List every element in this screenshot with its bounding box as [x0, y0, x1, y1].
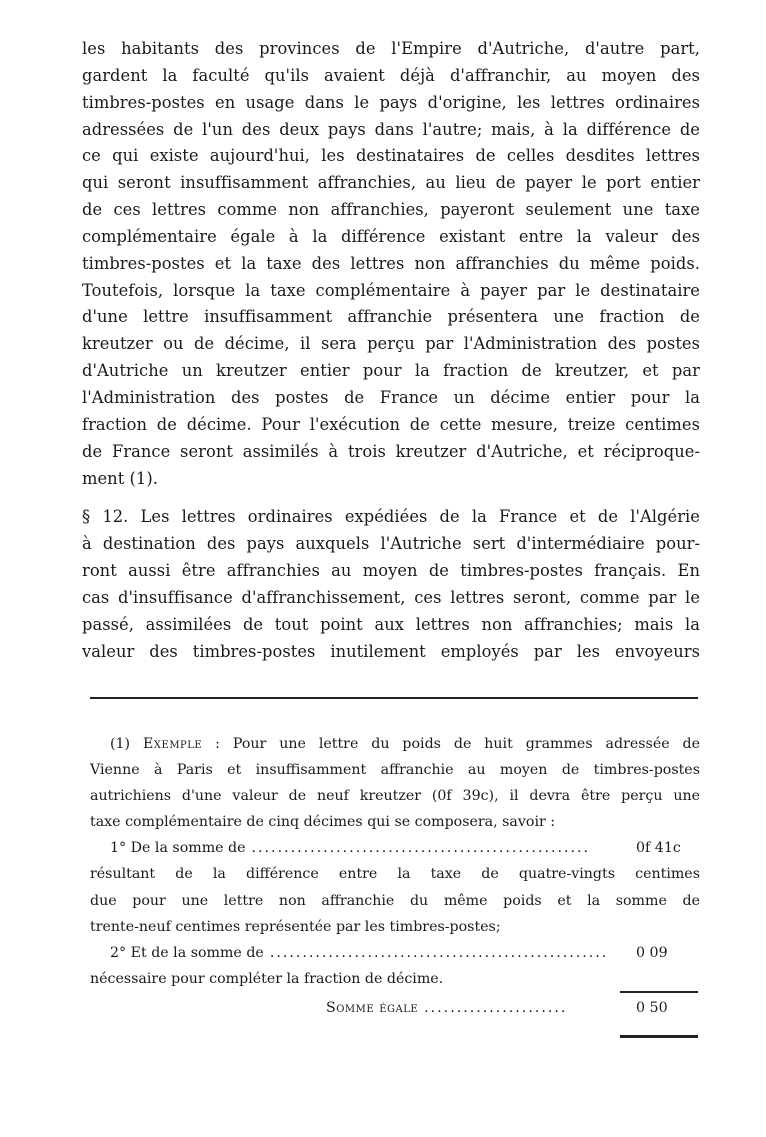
section-12-heading-line: § 12. Les lettres ordinaires expédiées de la France et de l'Algérie [82, 507, 700, 527]
footnote-line: taxe complémentaire de cinq décimes qui se composera, savoir : [90, 814, 556, 831]
text-line: valeur des timbres-postes inutilement employés par les envoyeurs [82, 641, 700, 661]
text-line: ce qui existe aujourd'hui, les destinataires de celles desdites lettres [82, 146, 700, 166]
text-line: timbres-postes en usage dans le pays d'origine, les lettres ordinaires [82, 92, 700, 112]
text-line: à destination des pays auxquels l'Autriche sert d'intermédiaire pour- [82, 534, 700, 554]
footnote [90, 731, 700, 992]
leader-dots: .................................................... [251, 840, 591, 857]
leader-dots: .................................................... [269, 944, 609, 961]
text-line: adressées de l'un des deux pays dans l'autre; mais, à la différence de [82, 119, 700, 139]
item-1-amount: 0f 41c [636, 840, 681, 857]
sum-label: Somme égale [326, 1000, 419, 1016]
text-line: d'Autriche un kreutzer entier pour la fraction de kreutzer, et par [82, 361, 700, 381]
sum-rule-bottom [620, 1035, 698, 1038]
item-1-row [90, 835, 700, 861]
text-line: Toutefois, lorsque la taxe complémentaire à payer par le destinataire [82, 280, 700, 300]
footnote-line: résultant de la différence entre la taxe de quatre-vingts centimes [90, 866, 700, 883]
sum-rule-top [620, 991, 698, 993]
item-1-label: 1° De la somme de [110, 840, 246, 857]
text-line: passé, assimilées de tout point aux lettres non affranchies; mais la [82, 614, 700, 634]
text-line: d'une lettre insuffisamment affranchie présentera une fraction de [82, 307, 700, 327]
text-line: kreutzer ou de décime, il sera perçu par l'Administration des postes [82, 334, 700, 354]
item-2-amount: 0 09 [636, 944, 668, 961]
leader-dots: ...................... [424, 1000, 568, 1016]
text-line: ront aussi être affranchies au moyen de timbres-postes français. En [82, 561, 700, 581]
footnote-line: Vienne à Paris et insuffisamment affranchie au moyen de timbres-postes [90, 762, 700, 779]
footnote-line: trente-neuf centimes représentée par les timbres-postes; [90, 918, 501, 935]
text-line: gardent la faculté qu'ils avaient déjà d'affranchir, au moyen des [82, 65, 700, 85]
footnote-divider [90, 697, 698, 699]
text-line: de France seront assimilés à trois kreutzer d'Autriche, et réciproque- [82, 441, 700, 461]
text-line: qui seront insuffisamment affranchies, au lieu de payer le port entier [82, 173, 700, 193]
text-line: de ces lettres comme non affranchies, payeront seulement une taxe [82, 200, 700, 220]
footnote-first-line [90, 731, 700, 757]
text-line: fraction de décime. Pour l'exécution de cette mesure, treize centimes [82, 414, 700, 434]
sum-row [90, 1000, 700, 1016]
footnote-line: nécessaire pour compléter la fraction de décime. [90, 970, 444, 987]
footnote-line: autrichiens d'une valeur de neuf kreutzer (0f 39c), il devra être perçu une [90, 788, 700, 805]
example-label: Exemple [143, 736, 203, 752]
main-text [82, 36, 700, 665]
footnote-text: : Pour une lettre du poids de huit grammes adressée de [215, 736, 701, 752]
text-line: les habitants des provinces de l'Empire d'Autriche, d'autre part, [82, 39, 700, 58]
text-line: complémentaire égale à la différence existant entre la valeur des [82, 226, 700, 246]
footnote-marker: (1) [110, 736, 131, 752]
text-line: l'Administration des postes de France un décime entier pour la [82, 387, 700, 407]
text-line: cas d'insuffisance d'affranchissement, ces lettres seront, comme par le [82, 587, 700, 607]
item-2-label: 2° Et de la somme de [110, 944, 264, 961]
item-2-row [90, 940, 700, 966]
footnote-line: due pour une lettre non affranchie du même poids et la somme de [90, 892, 700, 909]
text-line: timbres-postes et la taxe des lettres non affranchies du même poids. [82, 253, 700, 273]
text-line: ment (1). [82, 468, 158, 488]
sum-amount: 0 50 [636, 1000, 668, 1016]
